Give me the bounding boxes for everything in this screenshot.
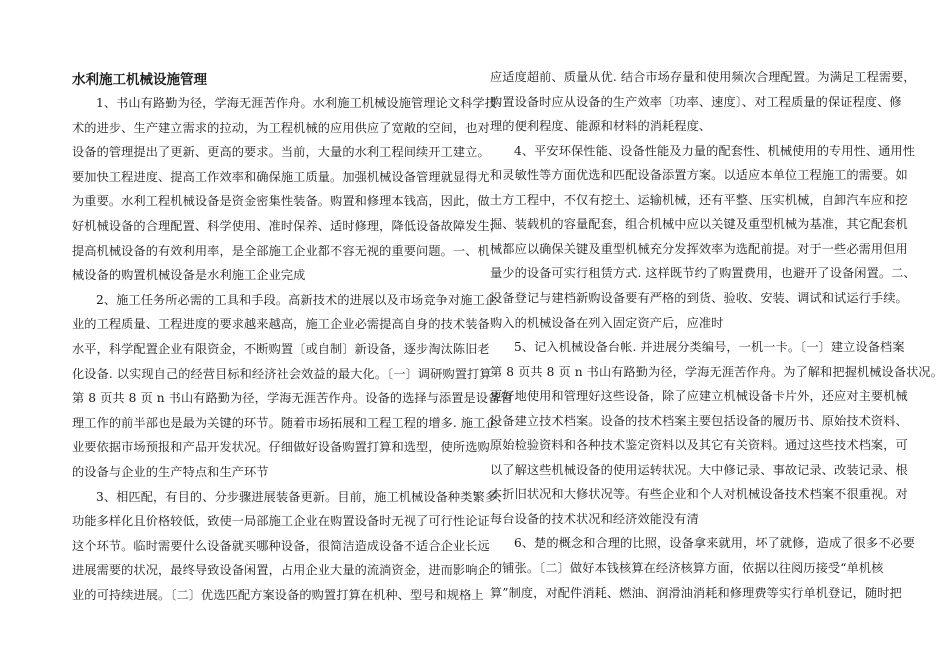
text-line: 好机械设备的合理配置、科学使用、准时保养、适时修理，降低设备故障发生， <box>72 219 503 233</box>
text-line: 购置设备时应从设备的生产效率〔功率、速度〕、对工程质量的保证程度、修 <box>490 94 902 109</box>
text-line: 要加快工程进度、提高工作效率和确保施工质量。加强机械设备管理就显得尤 <box>72 169 490 184</box>
document-title: 水利施工机械设施管理 <box>72 72 207 88</box>
text-line: 的铺张。〔二〕做好本钱核算在经济核算方面，依据以往阅历接受“单机核 <box>490 561 884 575</box>
text-line: 以了解这些机械设备的使用运转状况。大中修记录、事故记录、改装记录、根 <box>490 462 908 477</box>
text-line: 本折旧状况和大修状况等。有些企业和个人对机械设备技术档案不很重视。对 <box>490 487 908 502</box>
text-line: 业要依据市场预报和产品开发状况。仔细做好设备购置打算和选型，使所选购 <box>72 440 490 455</box>
text-line: 更好地使用和管理好这些设备，除了应建立机械设备卡片外，还应对主要机械 <box>490 389 908 404</box>
text-line: 的设备与企业的生产特点和生产环节 <box>72 465 269 479</box>
text-line: 械设备的购置机械设备是水利施工企业完成 <box>72 268 306 283</box>
text-line: 算”制度，对配件消耗、燃油、润滑油消耗和修理费等实行单机登记，随时把 <box>490 585 902 600</box>
text-line: 设备建立技术档案。设备的技术档案主要包括设备的履历书、原始技术资料、 <box>490 413 908 428</box>
text-line: 术的进步、生产建立需求的拉动，为工程机械的应用供应了宽敞的空间，也对 <box>72 120 490 135</box>
text-line: 应适度超前、质量从优. 结合市场存量和使用频次合理配置。为满足工程需要， <box>490 70 916 84</box>
text-line: 功能多样化且价格较低，致使一局部施工企业在购置设备时无视了可行性论证 <box>72 514 490 529</box>
text-line: 化设备. 以实现自己的经营目标和经济社会效益的最大化。〔一〕调研购置打算 <box>72 366 492 381</box>
text-line: 5、记入机械设备台帐. 并进展分类编号，一机一卡。〔一〕建立设备档案 <box>514 340 905 355</box>
text-line: 4、平安环保性能、设备性能及力量的配套性、机械使用的专用性、通用性 <box>514 143 916 158</box>
text-line: 提高机械设备的有效利用率，是全部施工企业都不容无视的重要问题。一、机 <box>72 243 490 258</box>
text-line: 这个环节。临时需要什么设备就买哪种设备，很简洁造成设备不适合企业长远 <box>72 538 490 553</box>
text-line: 3、相匹配，有目的、分步骤进展装备更新。目前，施工机械设备种类繁多、 <box>96 489 510 504</box>
text-line: 理工作的前半部也是最为关键的环节。随着市场拓展和工程工程的增多. 施工企 <box>72 415 498 430</box>
text-line: 2、施工任务所必需的工具和手段。高新技术的进展以及市场竞争对施工企 <box>96 292 498 307</box>
text-line: 每台设备的技术状况和经济效能没有清 <box>490 511 699 526</box>
text-line: 量少的设备可实行租赁方式. 这样既节约了购置费用，也避开了设备闲置。二、 <box>490 266 916 281</box>
text-line: 械都应以确保关键及重型机械充分发挥效率为选配前提。对于一些必需用但用 <box>490 241 908 256</box>
text-line: 1、书山有路勤为径，学海无涯苦作舟。水利施工机械设施管理论文科学技 <box>96 96 498 110</box>
text-line: 为重要。水利工程机械设备是资金密集性装备。购置和修理本钱高，因此，做 <box>72 194 490 209</box>
text-line: 土方工程中，不仅有挖土、运输机械，还有平整、压实机械，自卸汽车应和挖 <box>490 192 908 207</box>
text-line: 掘、装载机的容量配套，组合机械中应以关键及重型机械为基准，其它配套机 <box>490 217 908 232</box>
text-line: 6、楚的概念和合理的比照，设备拿来就用，坏了就修，造成了很多不必要 <box>514 536 916 551</box>
text-line: 进展需要的状况，最终导致设备闲置，占用企业大量的流淌资金，进而影响企 <box>72 563 490 578</box>
text-line: 设备登记与建档新购设备要有严格的到货、验收、安装、调试和试运行手续。 <box>490 290 908 305</box>
text-line: 业的可持续进展。〔二〕优选匹配方案设备的购置打算在机种、型号和规格上 <box>72 588 484 602</box>
text-line: 第 8 页共 8 页 n 书山有路勤为径，学海无涯苦作舟。设备的选择与添置是设备管 <box>72 391 513 406</box>
text-line: 业的工程质量、工程进度的要求越来越高，施工企业必需提高自身的技术装备 <box>72 317 490 332</box>
text-line: 第 8 页共 8 页 n 书山有路勤为径，学海无涯苦作舟。为了解和把握机械设备状况。 <box>490 364 943 379</box>
text-line: 和灵敏性等方面优选和匹配设备添置方案。以适应本单位工程施工的需要。如 <box>490 168 908 183</box>
text-line: 设备的管理提出了更新、更高的要求。当前，大量的水利工程间续开工建立。 <box>72 145 490 160</box>
text-line: 水平，科学配置企业有限资金，不断购置〔或自制〕新设备，逐步淘汰陈旧老 <box>72 342 490 356</box>
text-line: 购入的机械设备在列入固定资产后，应准时 <box>490 315 724 330</box>
text-line: 理的便利程度、能源和材料的消耗程度、 <box>490 119 712 134</box>
text-line: 原始检验资料和各种技术鉴定资料以及其它有关资料。通过这些技术档案，可 <box>490 438 908 453</box>
